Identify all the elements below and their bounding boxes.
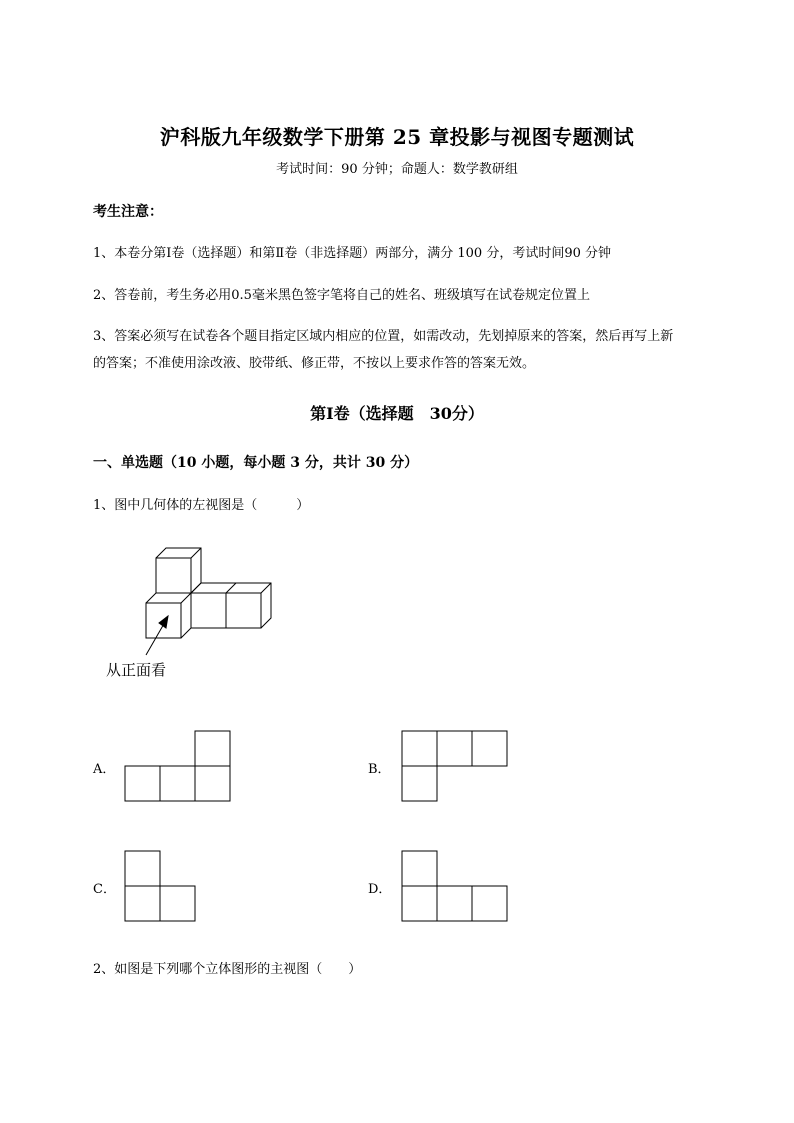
section-title: 第Ⅰ卷（选择题 30分）: [310, 404, 484, 423]
question-1-stem: 1、图中几何体的左视图是（ ）: [93, 498, 310, 513]
option-c-figure: [124, 850, 199, 925]
part-heading: 一、单选题（10 小题，每小题 3 分，共计 30 分）: [93, 455, 419, 471]
exam-info: 考试时间：90 分钟；命题人：数学教研组: [276, 162, 518, 177]
notice-item-1: 1、本卷分第Ⅰ卷（选择题）和第Ⅱ卷（非选择题）两部分，满分 100 分，考试时间90 分钟: [93, 246, 611, 261]
notice-item-2: 2、答卷前，考生务必用0.5毫米黑色签字笔将自己的姓名、班级填写在试卷规定位置上: [93, 288, 590, 303]
option-a-label: A．: [93, 762, 116, 777]
option-b-label: B．: [368, 762, 391, 777]
option-c-label: C．: [93, 882, 116, 897]
option-a-figure: [124, 730, 234, 805]
page-title: 沪科版九年级数学下册第 25 章投影与视图专题测试: [159, 125, 635, 149]
option-d-figure: [401, 850, 511, 925]
option-d-label: D．: [368, 882, 392, 897]
option-b-figure: [401, 730, 511, 805]
figure-caption: 从正面看: [106, 661, 167, 679]
notice-item-3: 3、答案必须写在试卷各个题目指定区域内相应的位置，如需改动，先划掉原来的答案，然后再写上新: [93, 329, 674, 344]
notice-heading: 考生注意：: [93, 204, 163, 220]
notice-item-3-cont: 的答案；不准使用涂改液、胶带纸、修正带，不按以上要求作答的答案无效。: [93, 356, 536, 371]
question-2-stem: 2、如图是下列哪个立体图形的主视图（ ）: [93, 962, 362, 977]
